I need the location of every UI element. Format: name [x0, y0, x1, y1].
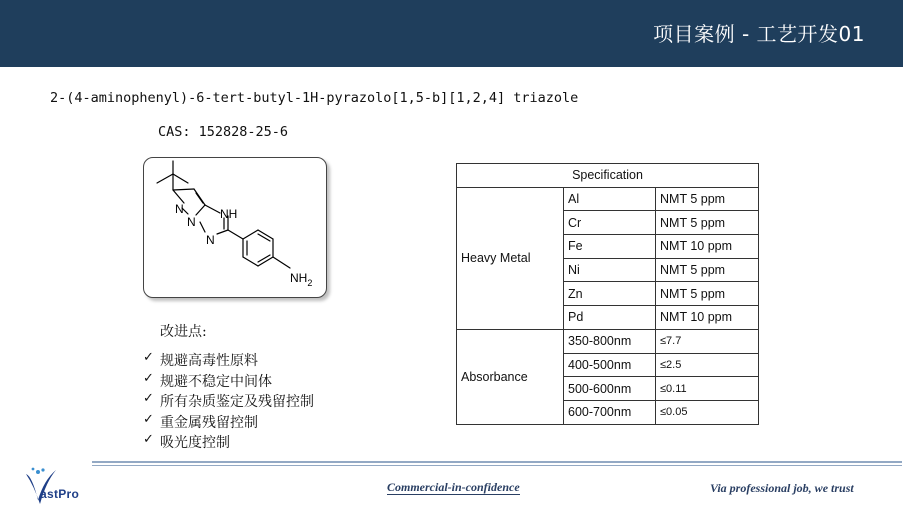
atom-label-n: N	[206, 233, 215, 247]
table-cell: NMT 5 ppm	[656, 187, 759, 211]
checkmark-icon: ✓	[143, 350, 154, 365]
table-cell: ≤0.11	[656, 377, 759, 401]
compound-name: 2-(4-aminophenyl)-6-tert-butyl-1H-pyrazolo[1,5-b][1,2,4] triazole	[50, 90, 579, 106]
list-item: ✓ 规避高毒性原料	[143, 350, 258, 369]
table-cell: Cr	[564, 211, 656, 235]
atom-label-n: N	[175, 202, 184, 216]
list-item: ✓ 吸光度控制	[143, 432, 230, 451]
chemical-structure	[143, 157, 327, 298]
table-cell: ≤7.7	[656, 329, 759, 353]
table-cell: NMT 5 ppm	[656, 211, 759, 235]
table-cell: Pd	[564, 306, 656, 330]
header-bar	[0, 0, 903, 67]
table-cell: 500-600nm	[564, 377, 656, 401]
company-slogan: Via professional job, we trust	[710, 481, 854, 495]
atom-label-nh2: $NH_2$	[290, 271, 313, 288]
checkmark-icon: ✓	[143, 432, 154, 447]
table-cell: Zn	[564, 282, 656, 306]
specification-table	[456, 163, 759, 425]
improvement-list	[143, 350, 331, 453]
table-cell: Al	[564, 187, 656, 211]
list-item: ✓ 重金属残留控制	[143, 411, 258, 431]
improvements-title: 改进点:	[160, 324, 207, 340]
checkmark-icon: ✓	[143, 370, 154, 386]
table-cell: Fe	[564, 235, 656, 259]
footer-divider	[92, 465, 902, 466]
table-cell: NMT 10 ppm	[656, 306, 759, 330]
table-row	[457, 187, 759, 211]
table-cell: NMT 10 ppm	[656, 235, 759, 259]
table-cell: 350-800nm	[564, 329, 656, 353]
heavy-metal-label: Heavy Metal	[457, 187, 564, 329]
checkmark-icon: ✓	[143, 411, 154, 427]
footer-divider	[92, 461, 902, 463]
confidential-notice: Commercial-in-confidence	[387, 480, 520, 494]
table-cell: Ni	[564, 258, 656, 282]
atom-label-nh: NH	[220, 207, 238, 221]
atom-label-n: N	[187, 215, 196, 229]
logo-text: astPro	[40, 487, 80, 501]
table-cell: 600-700nm	[564, 400, 656, 424]
table-cell: NMT 5 ppm	[656, 258, 759, 282]
table-cell: 400-500nm	[564, 353, 656, 377]
table-cell: ≤2.5	[656, 353, 759, 377]
table-header-row	[457, 164, 759, 188]
page-title: 项目案例 - 工艺开发01	[653, 22, 865, 46]
improvements-section	[143, 321, 331, 453]
structure-diagram	[144, 158, 328, 299]
table-header: Specification	[457, 164, 759, 188]
table-cell: ≤0.05	[656, 400, 759, 424]
checkmark-icon: ✓	[143, 391, 154, 406]
cas-number: CAS: 152828-25-6	[158, 124, 289, 140]
list-item: ✓ 规避不稳定中间体	[143, 370, 272, 390]
table-row	[457, 329, 759, 353]
list-item: ✓ 所有杂质鉴定及残留控制	[143, 391, 314, 410]
table-cell: NMT 5 ppm	[656, 282, 759, 306]
absorbance-label: Absorbance	[457, 329, 564, 424]
